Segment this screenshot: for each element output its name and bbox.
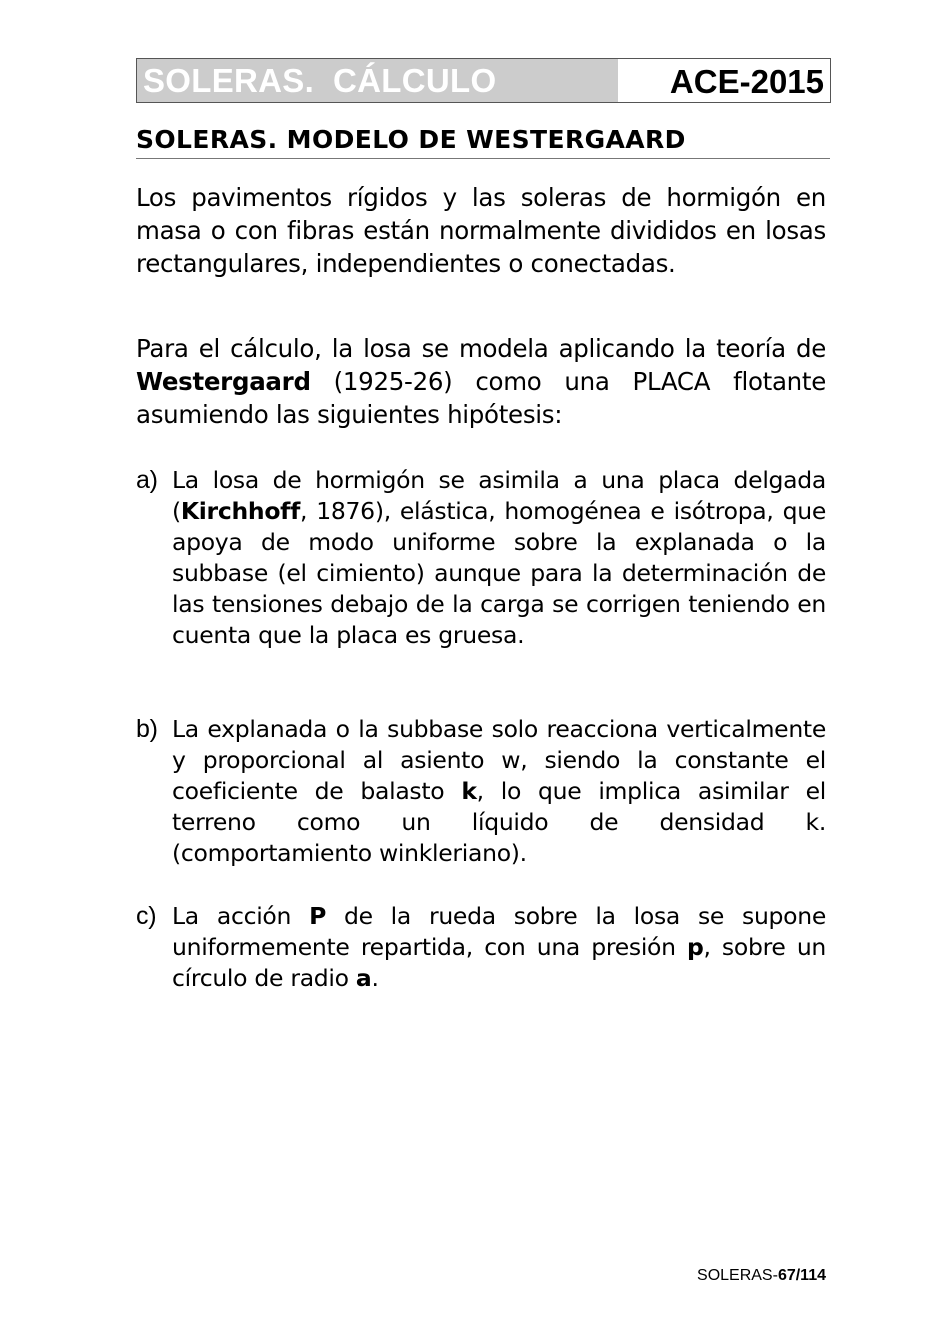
text-run: La acción bbox=[172, 902, 310, 930]
hypothesis-item-a bbox=[136, 465, 826, 651]
paragraph-text: (1925-26) como una PLACA flotante asumiendo las siguientes hipótesis: bbox=[136, 367, 826, 429]
page-footer bbox=[600, 1266, 826, 1286]
text-run: La losa de hormigón se asimila a una placa delgada ( bbox=[172, 466, 826, 525]
page-number: 67/114 bbox=[777, 1267, 826, 1284]
list-marker: c) bbox=[136, 902, 157, 930]
hypothesis-text bbox=[172, 465, 826, 651]
bold-term: Kirchhoff bbox=[180, 497, 301, 525]
bold-term: P bbox=[309, 902, 326, 930]
hypothesis-text bbox=[172, 714, 826, 869]
hypothesis-text bbox=[172, 901, 826, 994]
bold-term: p bbox=[686, 933, 704, 961]
list-marker: b) bbox=[136, 715, 158, 743]
intro-paragraph: Los pavimentos rígidos y las soleras de hormigón en masa o con fibras están normalmente divididos en losas rectangulares, independientes o conectadas. bbox=[136, 183, 826, 278]
footer-label: SOLERAS- bbox=[697, 1267, 778, 1284]
title-divider bbox=[136, 158, 830, 159]
paragraph-text: Para el cálculo, la losa se modela aplicando la teoría de bbox=[136, 334, 826, 363]
text-run: , lo que implica asimilar el terreno como un líquido de densidad k. (comportamiento winkleriano). bbox=[172, 777, 826, 867]
text-run: La explanada o la subbase solo reacciona verticalmente y proporcional al asiento w, siendo la constante el coeficiente de balasto bbox=[172, 715, 826, 805]
text-run: de la rueda sobre la losa se supone uniformemente repartida, con una presión bbox=[172, 902, 826, 961]
hypothesis-item-b bbox=[136, 714, 826, 869]
list-marker: a) bbox=[136, 466, 158, 494]
section-title: SOLERAS. MODELO DE WESTERGAARD bbox=[136, 125, 686, 154]
bold-term: Westergaard bbox=[136, 367, 311, 396]
model-paragraph bbox=[136, 332, 826, 431]
header-title: SOLERAS. CÁLCULO bbox=[137, 59, 618, 102]
text-run: , 1876), elástica, homogénea e isótropa, que apoya de modo uniforme sobre la explanada o la subbase (el cimiento) aunque para la determinación de las tensiones debajo de la carga se corrigen teniendo en cuenta que la placa es gruesa. bbox=[172, 497, 826, 649]
bold-term: a bbox=[355, 964, 372, 992]
bold-term: k bbox=[461, 777, 477, 805]
text-run: . bbox=[371, 964, 379, 992]
header-code: ACE-2015 bbox=[618, 59, 830, 102]
page-header bbox=[136, 58, 831, 103]
text-run: , sobre un círculo de radio bbox=[172, 933, 827, 992]
hypothesis-item-c bbox=[136, 901, 826, 994]
